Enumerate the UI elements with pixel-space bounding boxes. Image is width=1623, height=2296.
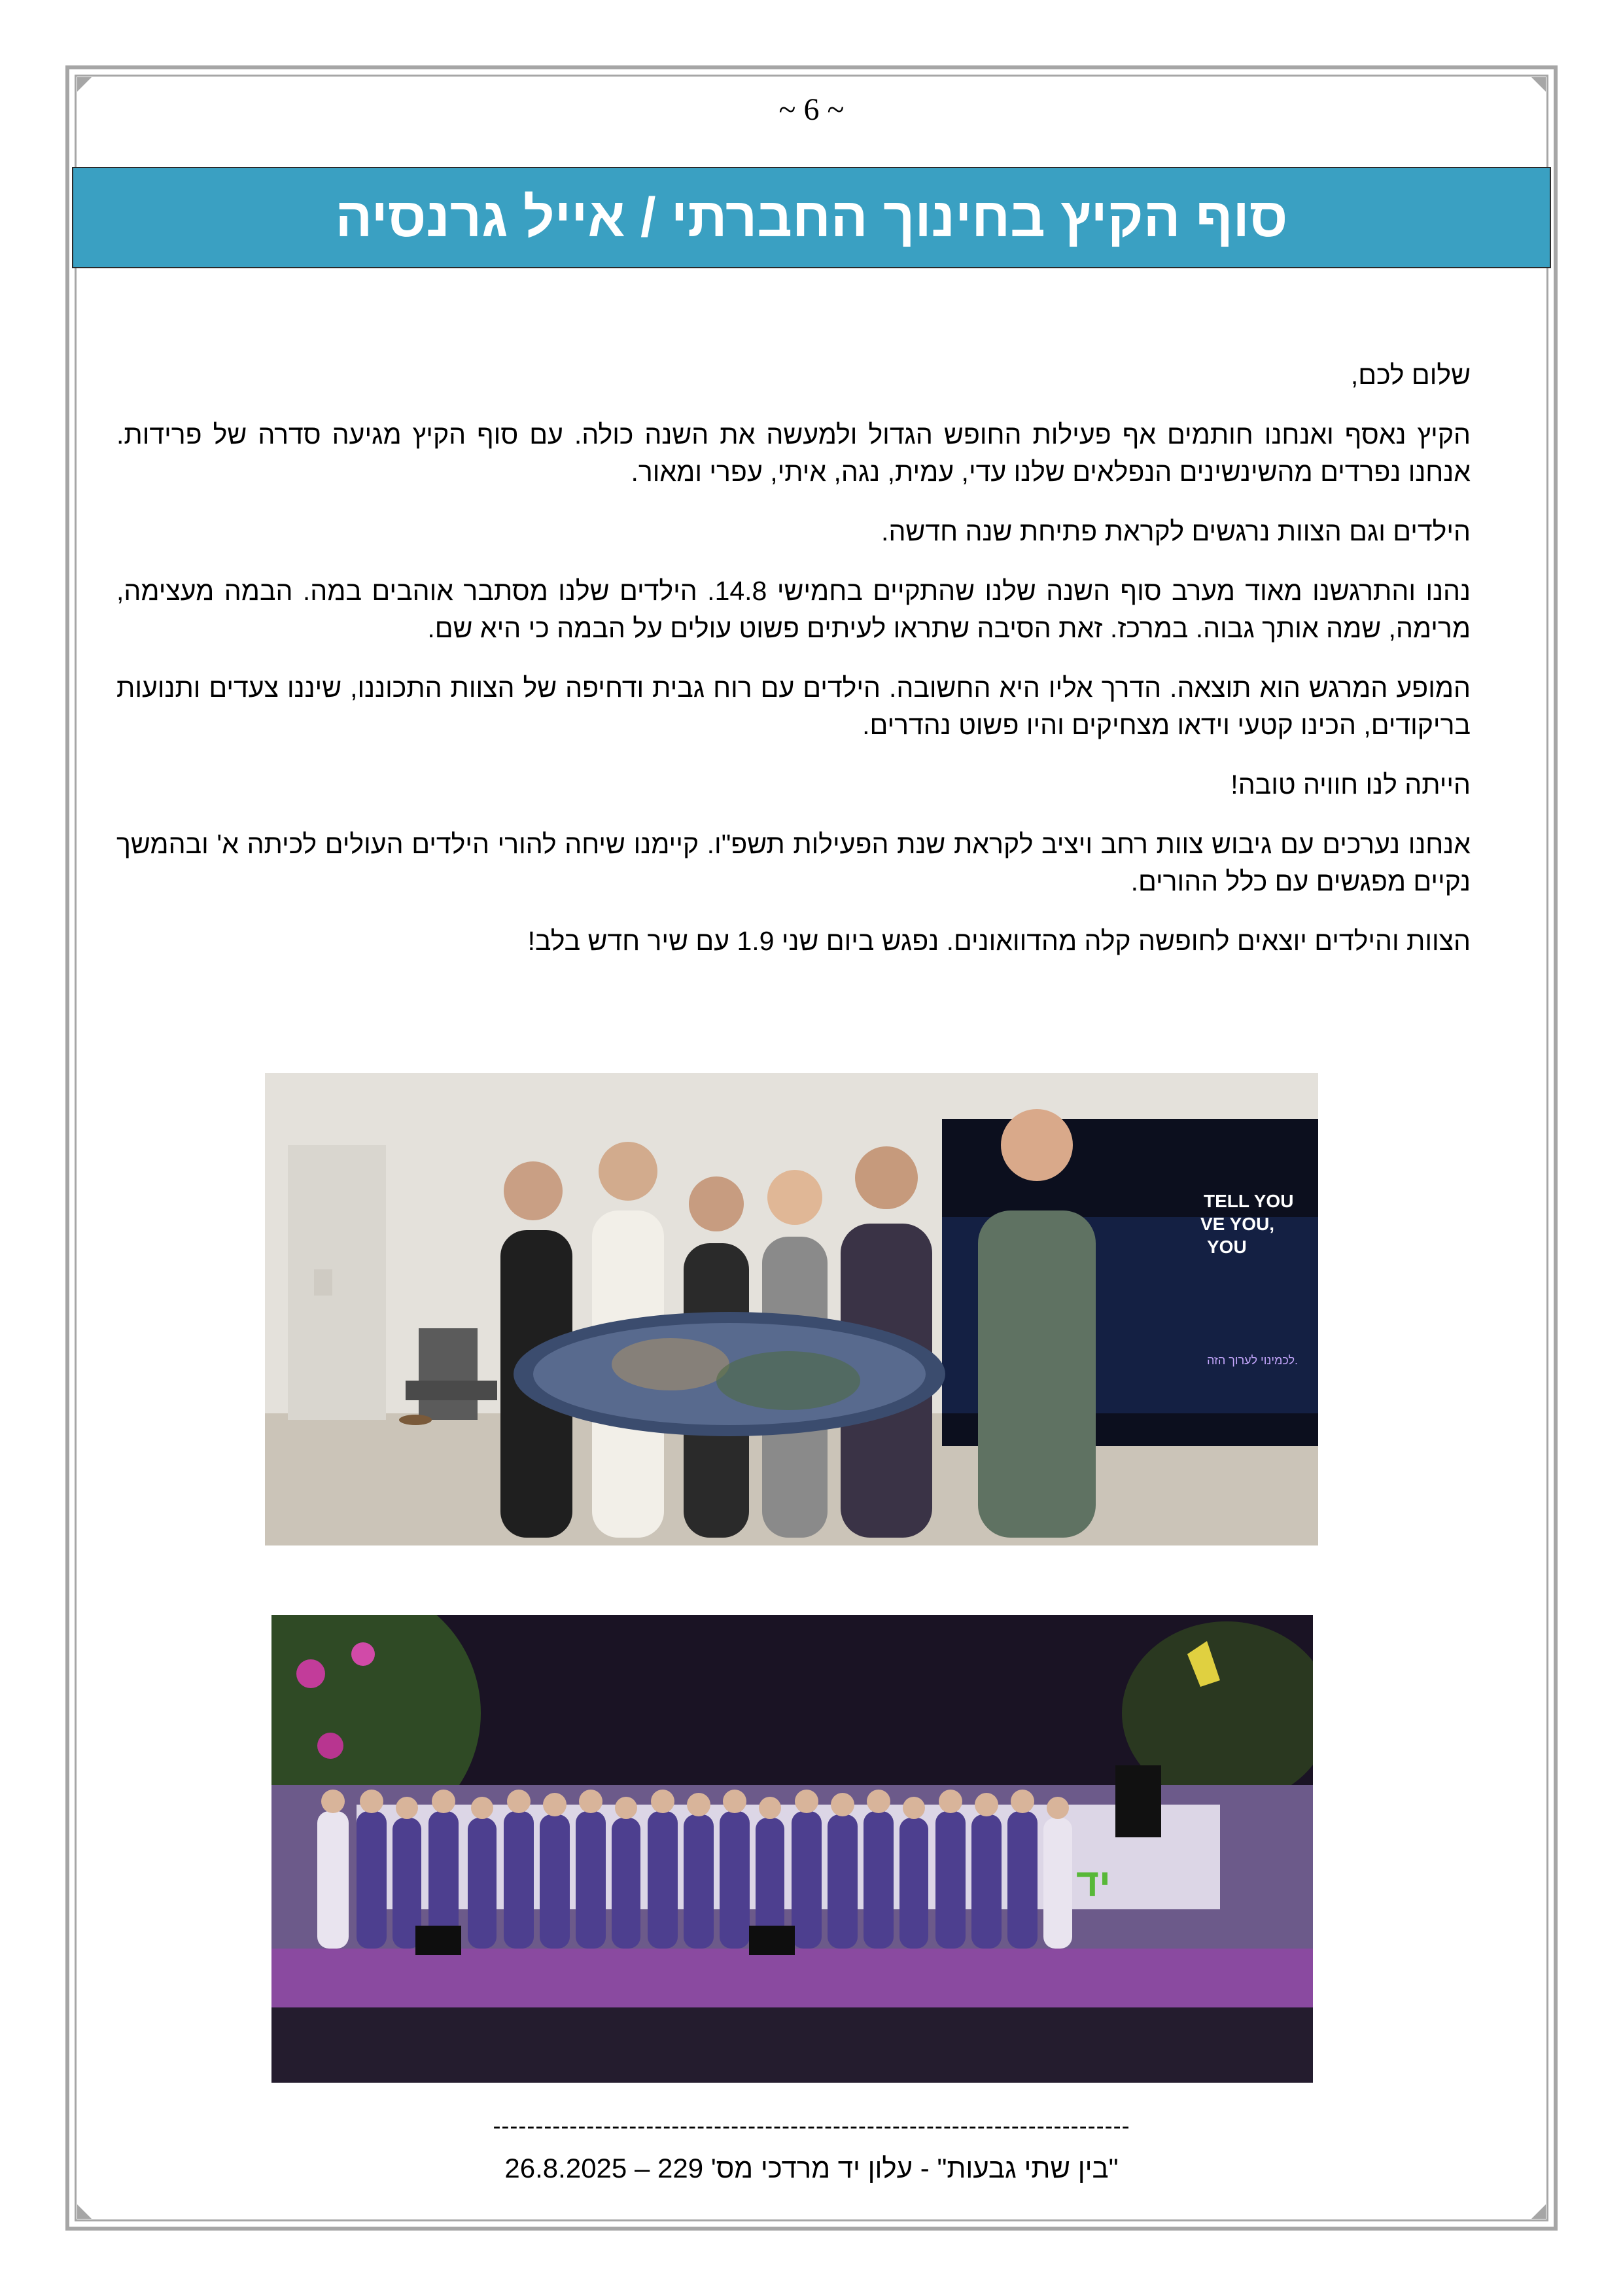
paragraph: הקיץ נאסף ואנחנו חותמים אף פעילות החופש הגדול ולמעשה את השנה כולה. עם סוף הקיץ מגיעה סדרה של פרידות. אנחנו נפרדים מהשינשינים הנפלאים שלנו עדי, עמית, נגה, איתי, עפרי ומאור.: [116, 419, 1471, 487]
paragraph: המופע המרגש הוא תוצאה. הדרך אליו היא החשובה. הילדים עם רוח גבית ודחיפה של הצוות התכוננו, שיננו צעדים ותנועות בריקודים, הכינו קטעי וידאו מצחיקים והיו פשוט נהדרים.: [116, 673, 1471, 740]
photo-stage-illustration: [271, 1615, 1313, 2083]
photo-staff-with-surfboard: [265, 1073, 1318, 1545]
paragraph: נהנו והתרגשנו מאוד מערב סוף השנה שלנו שהתקיים בחמישי 14.8. הילדים שלנו מסתבר אוהבים במה. הבמה מעצימה, מרימה, שמה אותך גבוה. במרכז. זאת הסיבה שתראו לעיתים פשוט עולים על הבמה כי היא שם.: [116, 576, 1471, 643]
screen-text: YOU: [1207, 1237, 1247, 1257]
paragraph: הייתה לנו חוויה טובה!: [1230, 769, 1471, 800]
photo-staff-illustration: [265, 1073, 1318, 1545]
photo-children-on-stage: [271, 1615, 1313, 2083]
paragraph: הילדים וגם הצוות נרגשים לקראת פתיחת שנה חדשה.: [881, 516, 1471, 546]
screen-text: VE YOU,: [1200, 1214, 1275, 1234]
corner-ornament-bottom-left: [77, 2204, 92, 2219]
article-title: סוף הקיץ בחינוך החברתי / אייל גרנסיה: [335, 186, 1288, 248]
greeting: שלום לכם,: [1350, 360, 1471, 390]
corner-ornament-top-left: [77, 77, 92, 92]
page-number: ~ 6 ~: [778, 92, 845, 127]
screen-subtitle-text: לכמינוי לערוך הזה.: [1207, 1354, 1299, 1367]
screen-text: TELL YOU: [1204, 1191, 1294, 1211]
footer-publication-info: "בין שתי גבעות" - עלון יד מרדכי מס' 229 – 26.8.2025: [504, 2153, 1119, 2183]
corner-ornament-top-right: [1531, 77, 1546, 92]
article-body: [116, 357, 1471, 982]
paragraph: הצוות והילדים יוצאים לחופשה קלה מהדוואונים. נפגש ביום שני 1.9 עם שיר חדש בלב!: [527, 926, 1471, 956]
paragraph: אנחנו נערכים עם גיבוש צוות רחב ויציב לקראת שנת הפעילות תשפ"ו. קיימנו שיחה להורי הילדים העולים לכיתה א' ובהמשך נקיים מפגשים עם כלל ההורים.: [116, 829, 1471, 896]
corner-ornament-bottom-right: [1531, 2204, 1546, 2219]
banner-text: יד: [1076, 1861, 1111, 1905]
title-banner: [72, 167, 1551, 268]
footer-divider: ---------------------------------------------------------------------------: [493, 2112, 1130, 2139]
